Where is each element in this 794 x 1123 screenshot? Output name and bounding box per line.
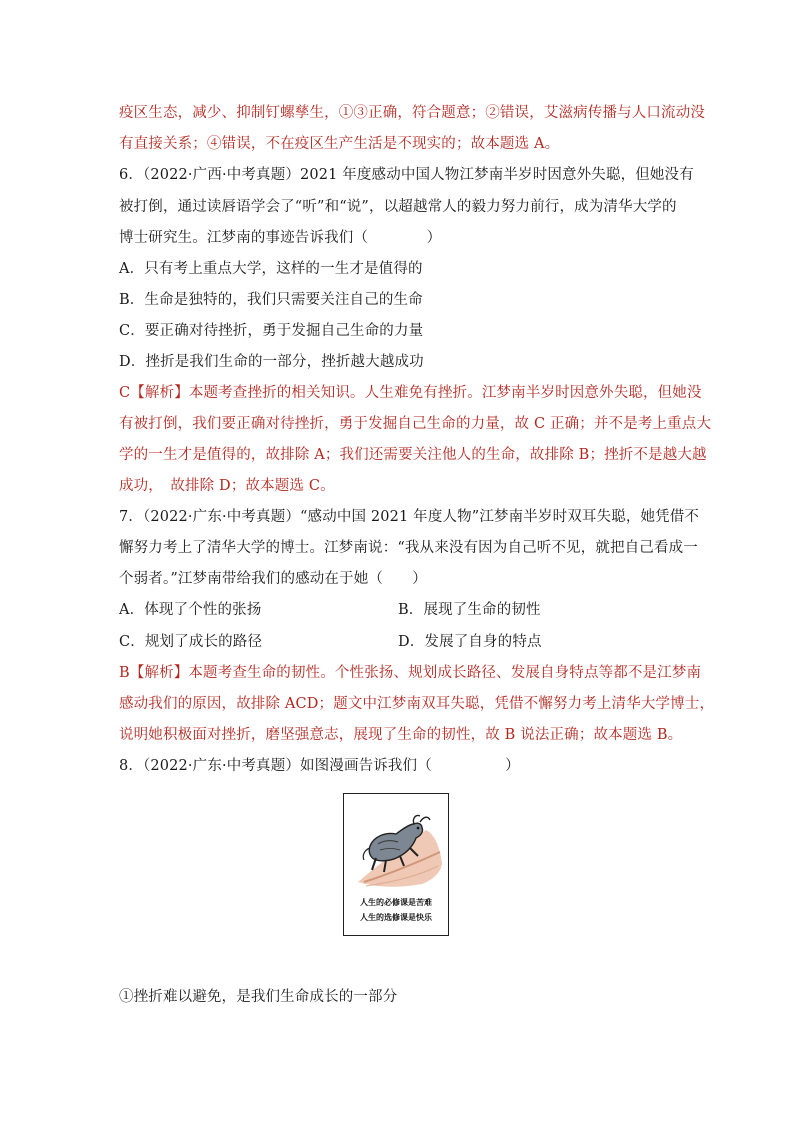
q7-option-a: A．体现了个性的张扬 [119,602,262,618]
analysis-continuation-line-1 [119,103,705,123]
q7-option-c: C．规划了成长的路径 [119,634,263,650]
q7-stem-line-2: 懈努力考上了清华大学的博士。江梦南说：“我从来没有因为自己听不见，就把自己看成一 [119,540,698,556]
q6-stem-line-2: 被打倒，通过读唇语学会了“听”和“说”，以超越常人的毅力努力前行，成为清华大学的 [119,199,677,215]
q8-statement-1: ①挫折难以避免，是我们生命成长的一部分 [119,989,398,1005]
q6-option-b: B．生命是独特的，我们只需要关注自己的生命 [119,292,423,308]
q6-analysis-line-4: 成功， 故排除 D；故本题选 C。 [119,478,335,494]
q6-option-d: D．挫折是我们生命的一部分，挫折越大越成功 [119,354,424,370]
q7-stem-line-3: 个弱者。”江梦南带给我们的感动在于她（ ） [119,571,427,587]
q8-stem-line-1: 8．（2022·广东·中考真题）如图漫画告诉我们（ ） [119,758,520,774]
analysis-text: ②错误，艾滋病传播与人口流动没 [485,105,705,121]
q7-analysis-line-3: 说明她积极面对挫折，磨坚强意志，展现了生命的韧性，故 B 说法正确；故本题选 B。 [119,727,683,743]
q6-option-c: C．要正确对待挫折，勇于发掘自己生命的力量 [119,323,424,339]
q6-analysis-line-1: C【解析】本题考查挫折的相关知识。人生难免有挫折。江梦南半岁时因意外失聪，但她没 [119,385,702,401]
cartoon-caption-2: 人生的选修课是快乐 [360,913,432,922]
q6-analysis-line-3: 学的一生才是值得的，故排除 A；我们还需要关注他人的生命，故排除 B；挫折不是越大越 [119,447,707,463]
q6-stem-line-1: 6．（2022·广西·中考真题）2021 年度感动中国人物江梦南半岁时因意外失聪，但她没有 [119,167,694,183]
analysis-continuation-line-2: 有直接关系；④错误，不在疫区生产生活是不现实的；故本题选 A。 [119,136,560,152]
cartoon-figure [343,793,449,936]
analysis-text: 疫区生态，减少、抑制钉螺孳生，①③正确，符合题意； [119,105,486,121]
q6-option-a: A．只有考上重点大学，这样的一生才是值得的 [119,261,423,277]
q7-analysis-line-1: B【解析】本题考查生命的韧性。个性张扬、规划成长路径、发展自身特点等都不是江梦南 [119,665,702,681]
q6-stem-line-3: 博士研究生。江梦南的事迹告诉我们（ ） [119,230,442,246]
q7-analysis-line-2: 感动我们的原因，故排除 ACD；题文中江梦南双耳失聪，凭借不懈努力考上清华大学博士， [119,696,715,712]
q7-option-d: D．发展了自身的特点 [398,634,542,650]
cartoon-caption-1: 人生的必修课是苦难 [360,898,432,907]
q6-analysis-line-2: 有被打倒，我们要正确对待挫折，勇于发掘自己生命的力量，故 C 正确；并不是考上重点大 [119,416,712,432]
q7-stem-line-1: 7．（2022·广东·中考真题）“感动中国 2021 年度人物”江梦南半岁时双耳失聪，她凭借不 [119,509,700,525]
q7-option-b: B．展现了生命的韧性 [398,602,541,618]
